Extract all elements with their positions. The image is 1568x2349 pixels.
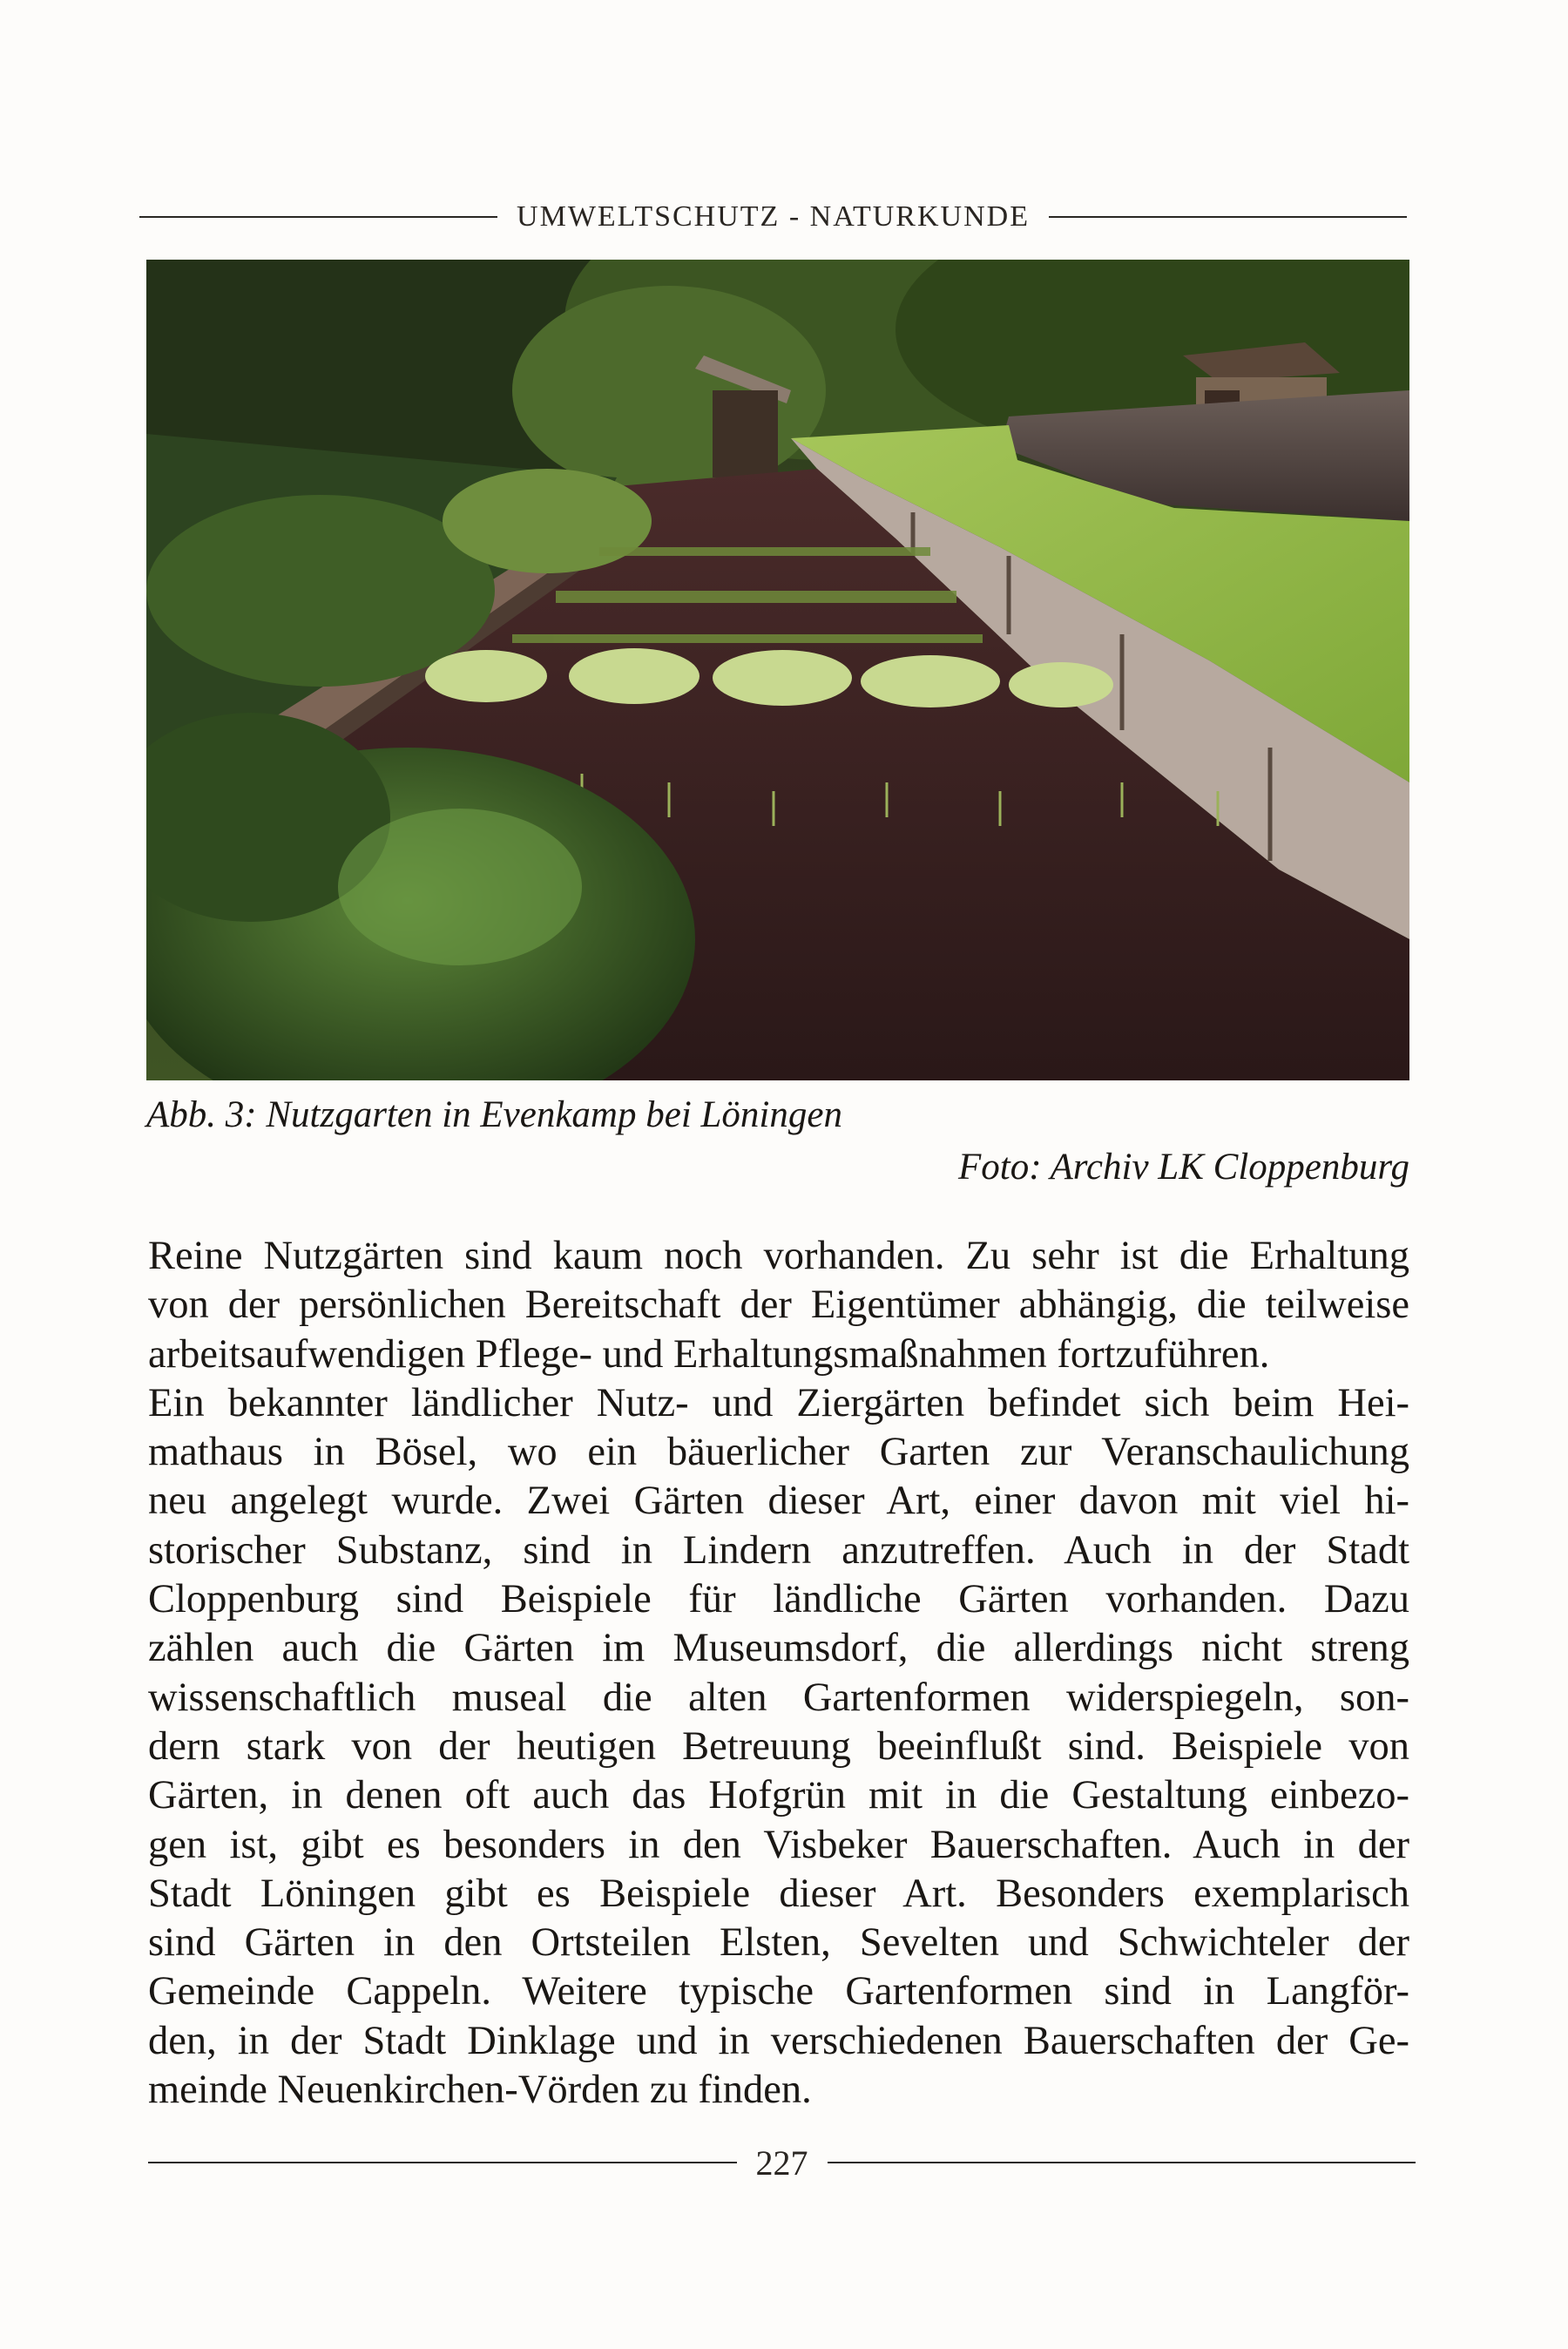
body-line: gen ist, gibt es besonders in den Visbeker Bauerschaften. Auch in der — [148, 1822, 1409, 1867]
body-line: Reine Nutzgärten sind kaum noch vorhanden. Zu sehr ist die Erhaltung — [148, 1234, 1409, 1278]
body-line: den, in der Stadt Dinklage und in verschiedenen Bauerschaften der Ge- — [148, 2018, 1409, 2063]
body-line: mathaus in Bösel, wo ein bäuerlicher Garten zur Veranschaulichung — [148, 1430, 1409, 1475]
body-line: Stadt Löningen gibt es Beispiele dieser Art. Besonders exemplarisch — [148, 1871, 1409, 1916]
page-footer — [148, 2136, 1416, 2189]
body-line: Gärten, in denen oft auch das Hofgrün mit in die Gestaltung einbezo- — [148, 1773, 1409, 1818]
garden-photo — [146, 260, 1409, 1080]
body-line: von der persönlichen Bereitschaft der Eigentümer abhängig, die teilweise — [148, 1283, 1409, 1328]
header-rule-right — [1049, 216, 1407, 218]
body-line: dern stark von der heutigen Betreuung beeinflußt sind. Beispiele von — [148, 1723, 1409, 1769]
body-line: neu angelegt wurde. Zwei Gärten dieser Art, einer davon mit viel hi- — [148, 1479, 1409, 1524]
body-line: zählen auch die Gärten im Museumsdorf, die allerdings nicht streng — [148, 1626, 1409, 1671]
body-line: Cloppenburg sind Beispiele für ländliche Gärten vorhanden. Dazu — [148, 1577, 1409, 1622]
body-line: meinde Neuenkirchen-Vörden zu finden. — [148, 2068, 812, 2113]
body-line: Ein bekannter ländlicher Nutz- und Ziergärten befindet sich beim Hei- — [148, 1380, 1409, 1425]
body-paragraph — [148, 1232, 1409, 2115]
body-line: Gemeinde Cappeln. Weitere typische Gartenformen sind in Langför- — [148, 1969, 1409, 2014]
body-line: sind Gärten in den Ortsteilen Elsten, Sevelten und Schwichteler der — [148, 1920, 1409, 1966]
figure-credit: Foto: Archiv LK Cloppenburg — [958, 1147, 1409, 1188]
footer-rule-right — [828, 2162, 1416, 2163]
body-line: storischer Substanz, sind in Lindern anzutreffen. Auch in der Stadt — [148, 1527, 1409, 1573]
running-header — [139, 195, 1407, 239]
garden-photo-illustration — [146, 260, 1409, 1080]
header-rule-left — [139, 216, 497, 218]
figure-caption: Abb. 3: Nutzgarten in Evenkamp bei Löningen — [146, 1094, 842, 1135]
body-line: arbeitsaufwendigen Pflege- und Erhaltungsmaßnahmen fortzuführen. — [148, 1331, 1270, 1377]
footer-rule-left — [148, 2162, 737, 2163]
body-line: wissenschaftlich museal die alten Gartenformen widerspiegeln, son- — [148, 1675, 1409, 1720]
page-number: 227 — [755, 2143, 808, 2183]
running-title: UMWELTSCHUTZ - NATURKUNDE — [517, 200, 1030, 233]
